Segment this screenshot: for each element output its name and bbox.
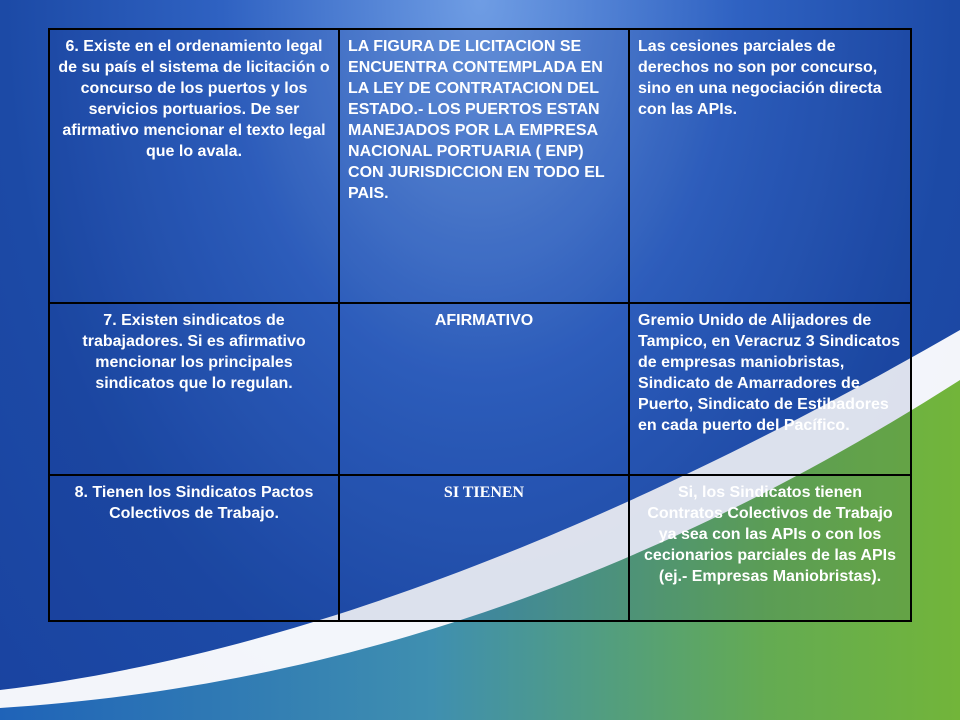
question-cell: 7. Existen sindicatos de trabajadores. Si es afirmativo mencionar los principales sindicatos que lo regulan. <box>49 303 339 475</box>
answer-cell: LA FIGURA DE LICITACION SE ENCUENTRA CONTEMPLADA EN LA LEY DE CONTRATACION DEL ESTADO.- LOS PUERTOS ESTAN MANEJADOS POR LA EMPRESA NACIONAL PORTUARIA ( ENP) CON JURISDICCION EN TODO EL PAIS. <box>339 29 629 303</box>
table-row <box>49 29 911 303</box>
comment-cell: Las cesiones parciales de derechos no son por concurso, sino en una negociación directa con las APIs. <box>629 29 911 303</box>
survey-table <box>48 28 912 622</box>
question-cell: 6. Existe en el ordenamiento legal de su país el sistema de licitación o concurso de los puertos y los servicios portuarios. De ser afirmativo mencionar el texto legal que lo avala. <box>49 29 339 303</box>
answer-cell: SI TIENEN <box>339 475 629 621</box>
comment-cell: Si, los Sindicatos tienen Contratos Colectivos de Trabajo ya sea con las APIs o con los cecionarios parciales de las APIs (ej.- Empresas Maniobristas). <box>629 475 911 621</box>
table-row <box>49 303 911 475</box>
answer-cell: AFIRMATIVO <box>339 303 629 475</box>
question-cell: 8. Tienen los Sindicatos Pactos Colectivos de Trabajo. <box>49 475 339 621</box>
comment-cell: Gremio Unido de Alijadores de Tampico, en Veracruz 3 Sindicatos de empresas maniobristas, Sindicato de Amarradores de Puerto, Sindicato de Estibadores en cada puerto del Pacífico. <box>629 303 911 475</box>
table-row <box>49 475 911 621</box>
